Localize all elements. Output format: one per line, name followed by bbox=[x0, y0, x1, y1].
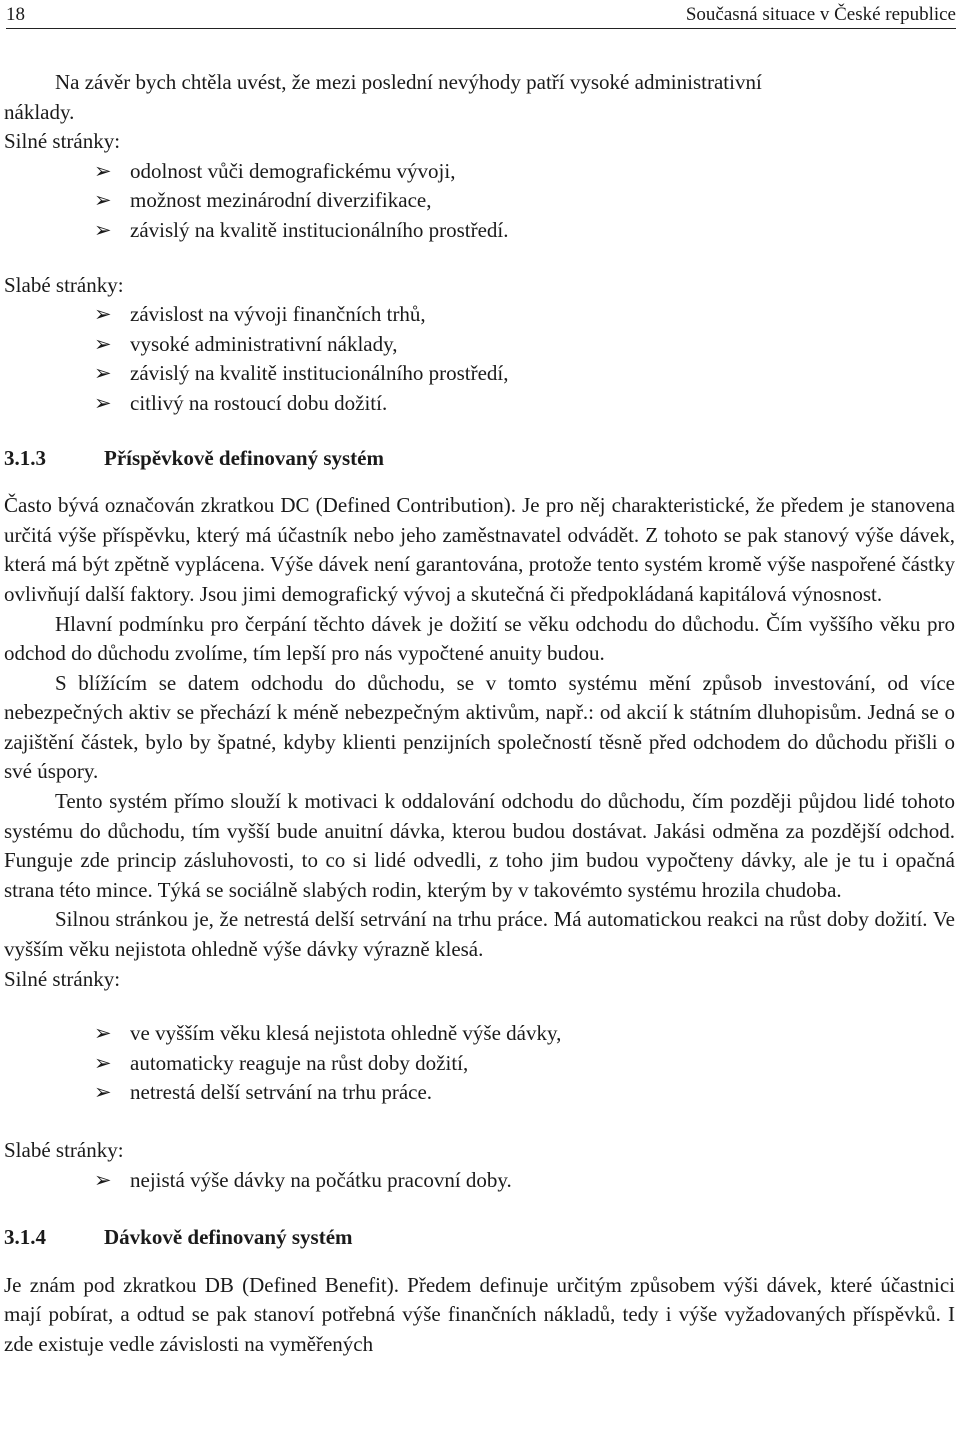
arrow-bullet-icon: ➢ bbox=[94, 1167, 112, 1192]
arrow-bullet-icon: ➢ bbox=[94, 331, 112, 356]
arrow-bullet-icon: ➢ bbox=[94, 1021, 112, 1046]
section-number: 3.1.3 bbox=[4, 445, 46, 470]
arrow-bullet-icon: ➢ bbox=[94, 188, 112, 213]
paragraph: Silnou stránkou je, že netrestá delší setrvání na trhu práce. Má automatickou reakci na růst doby dožití. Ve vyšším věku nejistota ohledně výše dávky výrazně klesá. bbox=[4, 907, 955, 962]
list-item: ➢ závislý na kvalitě institucionálního prostředí, bbox=[4, 359, 955, 389]
section-heading-3-1-3 bbox=[4, 444, 955, 474]
weaknesses-label: Slabé stránky: bbox=[4, 1138, 124, 1162]
strengths-list bbox=[4, 157, 955, 246]
arrow-bullet-icon: ➢ bbox=[94, 1080, 112, 1105]
intro-line-1: Na závěr bych chtěla uvést, že mezi poslední nevýhody patří vysoké administrativní bbox=[55, 70, 762, 94]
arrow-bullet-icon: ➢ bbox=[94, 158, 112, 183]
section-title: Příspěvkově definovaný systém bbox=[104, 445, 384, 470]
arrow-bullet-icon: ➢ bbox=[94, 302, 112, 327]
list-item: ➢ citlivý na rostoucí dobu dožití. bbox=[4, 389, 955, 419]
list-item: ➢ netrestá delší setrvání na trhu práce. bbox=[4, 1078, 955, 1108]
strengths-list bbox=[4, 1019, 955, 1108]
section-title: Dávkově definovaný systém bbox=[104, 1225, 353, 1250]
list-item: ➢ odolnost vůči demografickému vývoji, bbox=[4, 157, 955, 187]
strengths-label: Silné stránky: bbox=[4, 966, 121, 991]
list-item: ➢ možnost mezinárodní diverzifikace, bbox=[4, 186, 955, 216]
list-item: ➢ vysoké administrativní náklady, bbox=[4, 330, 955, 360]
paragraph: Je znám pod zkratkou DB (Defined Benefit). Předem definuje určitým způsobem výši dávek, které účastnici mají pobírat, a odtud se pak stanoví potřebná výše finančních nákladů, tedy i výše vyžadovaných příspěvků. I zde existuje vedle závislosti na vyměřených bbox=[4, 1272, 955, 1356]
paragraph: S blížícím se datem odchodu do důchodu, se v tomto systému mění způsob investování, od více nebezpečných aktiv se přechází k méně nebezpečným aktivům, např.: od akcií k státním dluhopisům. Jedná se o zajištění částek, bylo by špatné, kdyby klienti penzijních společností těsně před odchodem do důchodu přišli o své úspory. bbox=[4, 670, 955, 784]
section-heading-3-1-4 bbox=[4, 1223, 955, 1253]
paragraph: Hlavní podmínku pro čerpání těchto dávek je dožití se věku odchodu do důchodu. Čím vyššího věku pro odchod do důchodu zvolíme, tím lepší pro nás vypočtené anuity budou. bbox=[4, 611, 955, 666]
weaknesses-label: Slabé stránky: bbox=[4, 272, 124, 297]
weaknesses-list bbox=[4, 300, 955, 418]
paragraph: Tento systém přímo slouží k motivaci k oddalování odchodu do důchodu, čím později půjdou lidé tohoto systému do důchodu, tím vyšší bude anuitní dávka, kterou budou dostávat. Jakási odměna za pozdější odchod. Funguje zde princip zásluhovosti, to co si lidé odvedli, z toho jim budou vypočteny dávky, ale je tu i opačná strana této mince. Týká se sociálně slabých rodin, kterým by v takovémto systému hrozila chudoba. bbox=[4, 789, 955, 902]
arrow-bullet-icon: ➢ bbox=[94, 361, 112, 386]
page-body bbox=[4, 68, 955, 1360]
arrow-bullet-icon: ➢ bbox=[94, 390, 112, 415]
intro-line-2: náklady. bbox=[4, 99, 75, 124]
arrow-bullet-icon: ➢ bbox=[94, 1050, 112, 1075]
strengths-label: Silné stránky: bbox=[4, 129, 121, 154]
weaknesses-list bbox=[4, 1166, 955, 1196]
page-number: 18 bbox=[6, 4, 25, 25]
list-item: ➢ automaticky reaguje na růst doby dožití, bbox=[4, 1049, 955, 1079]
list-item: ➢ ve vyšším věku klesá nejistota ohledně výše dávky, bbox=[4, 1019, 955, 1049]
list-item: ➢ závislost na vývoji finančních trhů, bbox=[4, 300, 955, 330]
page-header bbox=[6, 4, 956, 29]
running-title: Současná situace v České republice bbox=[685, 4, 956, 25]
paragraph: Často bývá označován zkratkou DC (Defined Contribution). Je pro něj charakteristické, že předem je stanovena určitá výše příspěvku, který má účastník nebo jeho zaměstnavatel odvádět. Z tohoto se pak stanový výše dávek, která má být zpětně vyplácena. Výše dávek není garantována, protože tento systém kromě výše naspořené částky ovlivňují další faktory. Jsou jimi demografický vývoj a skutečná či předpokládaná kapitálová výnosnost. bbox=[4, 493, 955, 606]
list-item: ➢ nejistá výše dávky na počátku pracovní doby. bbox=[4, 1166, 955, 1196]
section-number: 3.1.4 bbox=[4, 1225, 46, 1250]
list-item: ➢ závislý na kvalitě institucionálního prostředí. bbox=[4, 216, 955, 246]
arrow-bullet-icon: ➢ bbox=[94, 217, 112, 242]
